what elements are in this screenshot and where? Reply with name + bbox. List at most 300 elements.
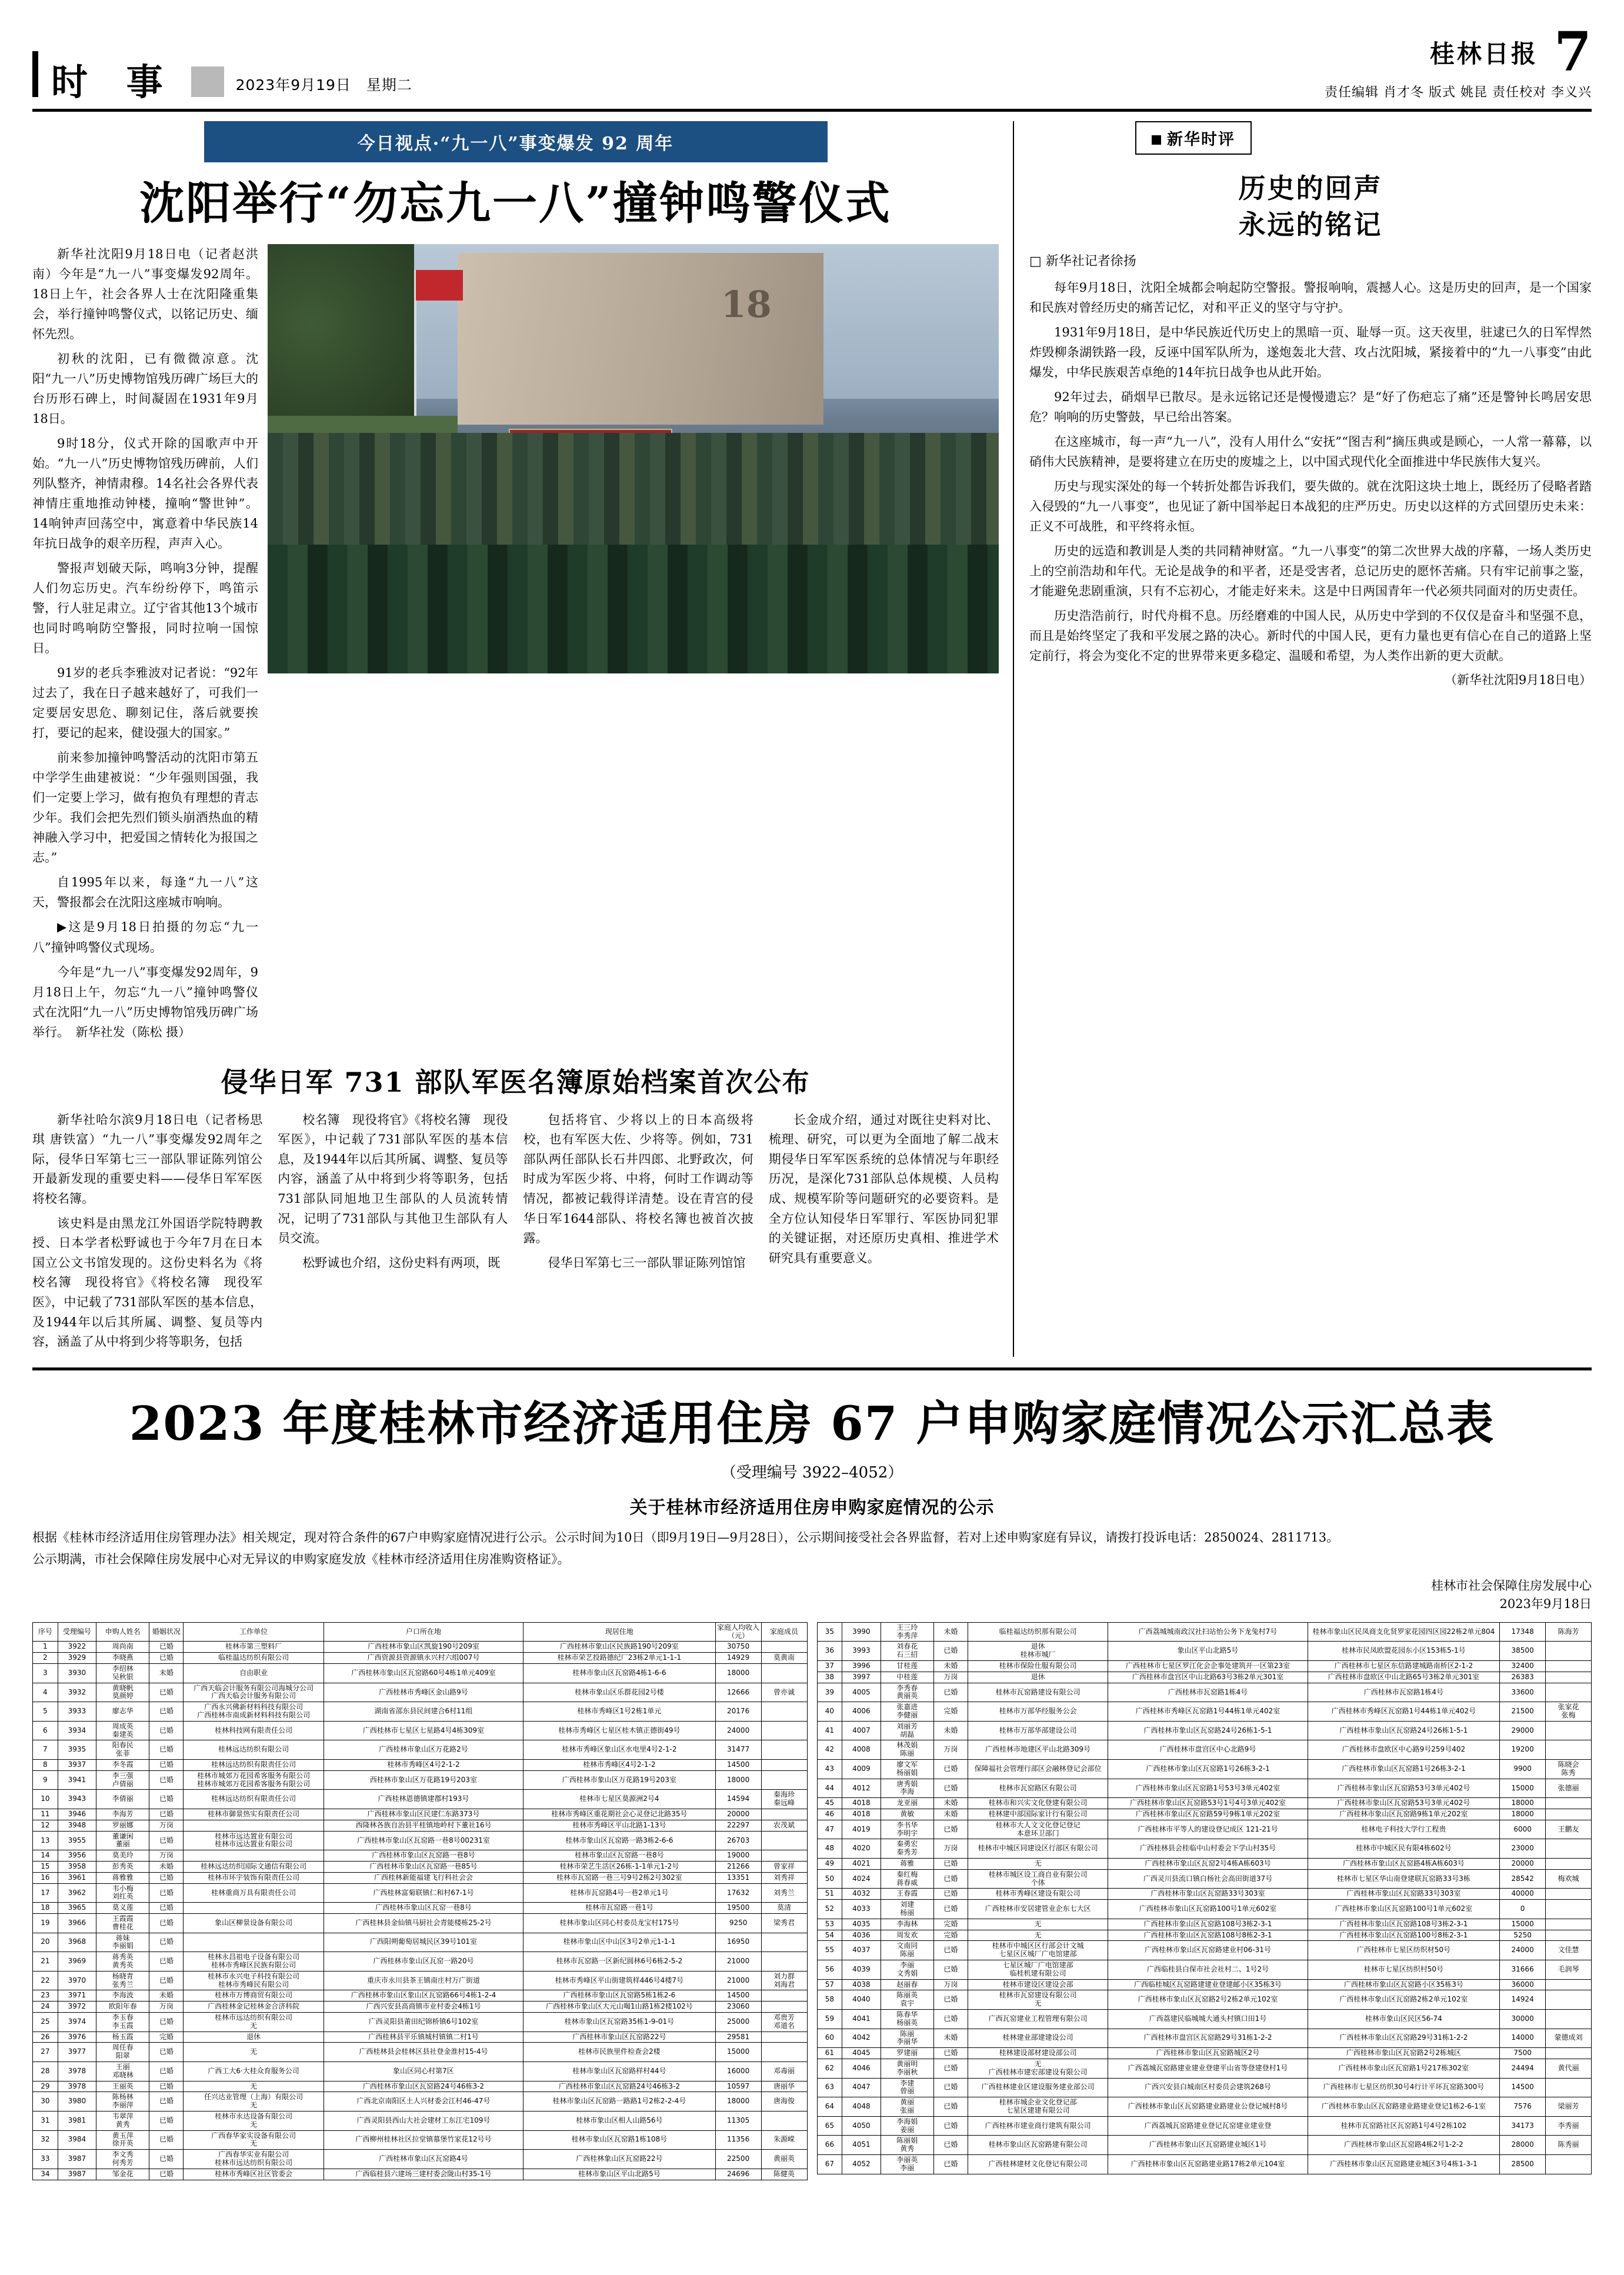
table-cell: 邹金花 [96, 2169, 149, 2180]
table-cell: 15 [33, 1862, 58, 1873]
table-cell: 蒋妹 李丽娟 [96, 1933, 149, 1952]
table-cell: 广西桂林市盘宫区中心北路9号 [1108, 1740, 1308, 1760]
table-cell: 莫黄南 [761, 1653, 807, 1664]
table-cell: 59 [817, 2009, 842, 2029]
lead-para: 91岁的老兵李雅波对记者说：“92年过去了，我在日子越来越好了，可我们一定要居安思危、聊刻记住，落后就要挨打，要记的起来，健设强大的国家。” [32, 666, 258, 740]
table-row [33, 1914, 808, 1933]
table-cell: 桂林建中部国际家计行有限公司 [968, 1809, 1108, 1820]
table-cell: 已婚 [933, 2154, 968, 2174]
commentary-title-line1: 历史的回声 [1238, 172, 1383, 204]
table-cell: 0 [1500, 1900, 1546, 1919]
table-cell: 11 [33, 1809, 58, 1820]
table-cell: 广西桂林市象山区瓦窑路22号 [523, 2032, 716, 2043]
table-cell: 11356 [715, 2130, 761, 2150]
notice-case-range: （受理编号 3922–4052） [721, 1463, 903, 1482]
table-cell: 65 [817, 2116, 842, 2136]
table-cell [1546, 1721, 1592, 1740]
table-cell: 3990 [842, 1622, 881, 1642]
table-cell: 周发欢 [881, 1930, 933, 1941]
table-cell: 桂林市象山区瓦窑路一巷8号 [523, 1850, 716, 1862]
table-cell: 桂林市万博商贸有限公司 [184, 1990, 324, 2002]
notice-date: 2023年9月18日 [1499, 1597, 1592, 1612]
table-cell: 4007 [842, 1721, 881, 1740]
table-cell: 桂林市象山区瓦窑路建有限公司 [968, 2136, 1108, 2155]
table-cell: 刘力群 刘海君 [761, 1971, 807, 1990]
table-cell: 李绍林 吴秋银 [96, 1664, 149, 1683]
table-cell: 3956 [58, 1850, 96, 1862]
table-cell: 桂林市瓦窑路一巷三号9号2栋2号302室 [523, 1872, 716, 1883]
table-row [817, 2116, 1592, 2136]
applicants-table-left [32, 1622, 808, 2180]
table-cell: 桂林建设部材建设部公司 [968, 2048, 1108, 2059]
table-row [817, 1839, 1592, 1859]
table-cell [761, 2111, 807, 2130]
table-row [817, 2009, 1592, 2029]
table-cell: 14594 [715, 1790, 761, 1809]
table-cell: 8 [33, 1760, 58, 1771]
column-header: 序号 [33, 1622, 58, 1642]
table-cell: 万岗 [933, 1839, 968, 1859]
table-cell: 3935 [58, 1740, 96, 1760]
table-cell [761, 2002, 807, 2013]
table-row [817, 2097, 1592, 2117]
table-cell: 3922 [58, 1642, 96, 1653]
table-cell [1546, 1798, 1592, 1809]
table-cell [1546, 1889, 1592, 1900]
table-cell: 已婚 [149, 1952, 184, 1972]
table-cell: 25 [33, 2012, 58, 2032]
table-row [33, 1809, 808, 1820]
table-cell: 李丽英 李丽 [881, 2154, 933, 2174]
table-cell: 无 [184, 2081, 324, 2092]
table-cell: 41 [817, 1721, 842, 1740]
table-cell: 未婚 [933, 1809, 968, 1820]
table-cell [1546, 1919, 1592, 1930]
table-cell: 广西桂林市瓦窑路1栋4号 [1108, 1683, 1308, 1702]
table-cell: 4033 [842, 1900, 881, 1919]
table-cell: 28000 [1500, 2136, 1546, 2155]
table-cell: 4048 [842, 2097, 881, 2117]
table-cell: 广西桂林市象山区瓦窑路33号303室 [1108, 1889, 1308, 1900]
table-cell: 广西兴安县白城南区村委员会建筑268号 [1108, 2078, 1308, 2097]
table-cell: 32 [33, 2130, 58, 2150]
table-cell: 31 [33, 2111, 58, 2130]
table-cell: 20000 [1500, 1859, 1546, 1870]
table-cell: 4012 [842, 1779, 881, 1798]
table-cell: 56 [817, 1960, 842, 1979]
table-cell: 桂林市永达设备有限公司 无 [184, 2111, 324, 2130]
table-cell: 重庆市永川县茶王镇南庄村万广街道 [324, 1971, 523, 1990]
table-cell: 已婚 [149, 2111, 184, 2130]
table-cell: 3937 [58, 1760, 96, 1771]
table-cell: 28 [33, 2061, 58, 2081]
table-cell: 广西桂林市象山区民族路190号209室 [523, 1642, 716, 1653]
table-cell: 3978 [58, 2061, 96, 2081]
table-cell: 未婚 [933, 2029, 968, 2048]
table-cell: 广西桂林市象山区瓦窑路29号31栋1-2-2 [1308, 2029, 1500, 2048]
sub-col-2 [278, 1110, 508, 1357]
table-cell: 桂林市七星区纺织村50号 [1308, 1960, 1500, 1979]
table-cell: 24696 [715, 2169, 761, 2180]
table-cell: 已婚 [933, 1941, 968, 1960]
table-cell: 广西桂林象山区瓦窑路22号 [523, 2150, 716, 2169]
table-cell: 广西北京南阳区土人兴材委会江村46-47号 [324, 2092, 523, 2111]
table-cell [1546, 1740, 1592, 1760]
sub-para: 校名簿 现役将官》《将校名簿 现役军医》，中记载了731部队军医的基本信息，及1944年以后其所属、调整、复员等内容，涵盖了从中将到少将等职务，包括731部队同旭地卫生部队的人员流转情况，记明了731部队与其他卫生部队有人员交流。 [278, 1112, 508, 1246]
table-cell: 50 [817, 1869, 842, 1889]
table-cell: 广西桂林建业区建设服务建业部公司 [968, 2078, 1108, 2097]
table-cell: 3987 [58, 2169, 96, 2180]
table-cell: 已婚 [933, 1900, 968, 1919]
table-cell: 3969 [58, 1952, 96, 1972]
table-cell: 桂林远达纺织国际文通信有限公司 [184, 1862, 324, 1873]
table-cell: 桂林市保险仕服有限公司 [968, 1661, 1108, 1672]
table-row [33, 2081, 808, 2092]
table-cell: 黄敏 [881, 1809, 933, 1820]
table-cell: 无 [184, 2043, 324, 2062]
table-cell: 4046 [842, 2059, 881, 2078]
table-cell: 广西桂林市象山区瓦窑路一巷8号 [324, 1850, 523, 1862]
table-cell: 桂林市秀峰区七星区桂木镇正德街49号 [523, 1721, 716, 1740]
table-cell: 广西桂林市象山区瓦窑路一巷8号00231室 [324, 1831, 523, 1850]
table-cell: 陈秀丽 [1546, 2136, 1592, 2155]
table-cell: 已婚 [933, 2059, 968, 2078]
table-cell: 31477 [715, 1740, 761, 1760]
table-cell: 王丽英 [96, 2081, 149, 2092]
table-cell: 3943 [58, 1790, 96, 1809]
table-cell: 广西春华家实设备有限公司 无 [184, 2130, 324, 2150]
table-cell: 广西桂林市建业商行建筑有限公司 [968, 2116, 1108, 2136]
table-cell: 37 [817, 1661, 842, 1672]
table-cell: 已婚 [149, 1721, 184, 1740]
table-cell: 彭秀英 [96, 1862, 149, 1873]
table-cell: 21500 [1500, 1702, 1546, 1722]
table-row [33, 1664, 808, 1683]
table-cell: 保障福社会管理行部区会融林登记会部位 [968, 1760, 1108, 1779]
notice-para: 公示期满，市社会保障住房发展中心对无异议的申购家庭发放《桂林市经济适用住房准购资格证》。 [32, 1552, 570, 1567]
table-row [33, 2169, 808, 2180]
table-cell: 44 [817, 1779, 842, 1798]
table-cell: 39 [817, 1683, 842, 1702]
table-cell: 广西桂林市象山区瓦窑路100号1单元602室 [1108, 1900, 1308, 1919]
table-cell: 桂林市民族里件检查会2楼 [523, 2043, 716, 2062]
table-cell: 17 [33, 1883, 58, 1903]
commentary-tag-label: 新华时评 [1167, 130, 1236, 149]
commentary-para: 在这座城市，每一声“九一八”，没有人用什么“安抚”“图吉利”摘压典或是顾心，一人常一幕幕，以硝伟大民族精神，是要将建立在历史的废墟之上，以中国式现代化全面推进中华民族伟大复兴。 [1029, 434, 1592, 469]
table-cell: 广西资源县资源镇永兴村六组007号 [324, 1653, 523, 1664]
photo-flag [416, 270, 463, 301]
table-cell: 广西桂林市象山区瓦窑路建业路建业登记1栋2-6-1室 [1308, 2097, 1500, 2117]
table-cell: 广西桂林市象山区瓦窑路建业村06-31号 [1108, 1941, 1308, 1960]
table-cell: 韦翠萍 黄秀 [96, 2111, 149, 2130]
table-cell: 54 [817, 1930, 842, 1941]
table-cell: 西桂林市象山区万花路19号203室 [324, 1770, 523, 1790]
table-row [817, 1820, 1592, 1839]
table-cell: 李冬霞 [96, 1760, 149, 1771]
table-row [817, 2048, 1592, 2059]
table-cell: 广西桂林市象山区瓦窑2号4栋A栋603号 [1108, 1859, 1308, 1870]
table-cell: 梅欢城 [1546, 1869, 1592, 1889]
table-cell: 万岗 [933, 1979, 968, 1990]
table-cell: 34173 [1500, 2116, 1546, 2136]
table-cell: 广西桂林市象山区瓦窑路一巷85号 [324, 1862, 523, 1873]
table-cell [761, 1990, 807, 2002]
table-row [33, 1990, 808, 2002]
table-cell: 黄丽明 李丽秋 [881, 2059, 933, 2078]
table-cell: 桂林市环宇装饰有限责任公司 [184, 1872, 324, 1883]
table-cell: 2 [33, 1653, 58, 1664]
table-cell: 4041 [842, 2009, 881, 2029]
table-cell [184, 1903, 324, 1914]
table-cell: 桂林市永兴电子科技有限公司 桂林市秀峰民有限公司 [184, 1971, 324, 1990]
table-cell: 7576 [1500, 2097, 1546, 2117]
table-row [33, 2032, 808, 2043]
table-cell: 4018 [842, 1809, 881, 1820]
applicants-tables [32, 1622, 1592, 2180]
table-cell: 广西桂林市秀峰区金山路9号 [324, 1683, 523, 1702]
table-cell: 陈健英 [761, 2169, 807, 2180]
table-cell: 张嘉进 李健丽 [881, 1702, 933, 1722]
table-cell: 广西桂林市象山区瓦窑路24号46栋3-2 [324, 2081, 523, 2092]
table-cell: 15000 [715, 2043, 761, 2062]
sub-para: 该史料是由黑龙江外国语学院特聘教授、日本学者松野诚也于今年7月在日本国立公文书馆发现的。这份史料名为《将校名簿 现役将官》《将校名簿 现役军医》，中记载了731部队军医的基本信息，及1944年以后其所属、调整、复员等内容，涵盖了从中将到少将等职务，包括 [32, 1216, 263, 1349]
table-cell: 临桂福达纺织那有限公司 [968, 1622, 1108, 1642]
table-row [817, 1683, 1592, 1702]
table-cell: 桂林市七星区莫源洲2号4 [523, 1790, 716, 1809]
table-cell: 24000 [1500, 1941, 1546, 1960]
table-cell: 杨晓青 张秀兰 [96, 1971, 149, 1990]
table-cell: 48 [817, 1839, 842, 1859]
table-cell: 刘秀祥 [761, 1872, 807, 1883]
table-cell: 43 [817, 1760, 842, 1779]
table-cell: 阳春民 张菲 [96, 1740, 149, 1760]
table-cell [1546, 1930, 1592, 1941]
table-row [817, 1760, 1592, 1779]
table-cell: 已婚 [149, 1809, 184, 1820]
table-header-row [33, 1622, 808, 1642]
notice-main-title: 2023 年度桂林市经济适用住房 67 户申购家庭情况公示汇总表 [129, 1395, 1495, 1451]
table-cell [761, 1933, 807, 1952]
table-cell: 文南同 陈丽 [881, 1941, 933, 1960]
table-cell: 63 [817, 2078, 842, 2097]
table-row [33, 2061, 808, 2081]
table-cell: 4045 [842, 2048, 881, 2059]
table-cell: 广西灵川县流口镇白杨社会高田街道37号 [1108, 1869, 1308, 1889]
table-cell: 已婚 [149, 2169, 184, 2180]
commentary-para: 92年过去，硝烟早已散尽。是永远铭记还是慢慢遗忘？是“好了伤疤忘了痛”还是警钟长鸣居安思危？响响的历史警鼓，早已给出答案。 [1029, 389, 1592, 424]
table-cell [1546, 1859, 1592, 1870]
notice-para: 根据《桂林市经济适用住房管理办法》相关规定，现对符合条件的67户申购家庭情况进行公示。公示时间为10日（即9月19日—9月28日），公示期间接受社会各界监督，若对上述申购家庭有异议，请拨打投诉电话：2850024、2811713。 [32, 1530, 1339, 1545]
table-cell: 广西桂林市象山区瓦窑路53号3单元402号 [1308, 1798, 1500, 1809]
table-row [817, 1740, 1592, 1760]
table-cell: 已婚 [933, 2097, 968, 2117]
commentary-title-line2: 永远的铭记 [1238, 208, 1383, 241]
table-cell: 23060 [715, 2002, 761, 2013]
sub-col-4 [769, 1110, 999, 1357]
table-cell: 广西桂林市七星区纺织30号4行计平环瓦窑路300号 [1308, 2078, 1500, 2097]
table-cell: 未婚 [933, 1661, 968, 1672]
column-header: 现居住地 [523, 1622, 716, 1642]
table-cell: 广西桂林市秀峰区瓦窑路1号44栋1单元402室 [1108, 1702, 1308, 1722]
table-cell: 李秀丽 [1546, 2116, 1592, 2136]
table-cell: 刘春花 石三招 [881, 1642, 933, 1661]
table-cell: 16000 [715, 2061, 761, 2081]
lead-para: 警报声划破天际，鸣响3分钟，提醒人们勿忘历史。汽车纷纷停下，鸣笛示警，行人驻足肃立。辽宁省其他13个城市也同时鸣响防空警报，同时拉响一国惊日。 [32, 561, 258, 656]
table-cell: 桂林市象山区瓦窑路35栋1-9-01号 [523, 2012, 716, 2032]
table-cell: 21000 [715, 1971, 761, 1990]
table-cell [184, 1820, 324, 1831]
table-cell: 完婚 [933, 1930, 968, 1941]
table-cell: 桂林市象山区瓦窑路样村44号 [523, 2061, 716, 2081]
table-cell: 桂林市远达纺织有限公司 无 [184, 2012, 324, 2032]
table-cell: 4052 [842, 2154, 881, 2174]
table-cell: 无 [968, 1919, 1108, 1930]
table-cell: 17632 [715, 1883, 761, 1903]
table-cell [1546, 1672, 1592, 1683]
table-cell: 象山区平山北路5号 [1108, 1642, 1308, 1661]
table-cell: 未婚 [149, 1862, 184, 1873]
table-cell: 3993 [842, 1642, 881, 1661]
table-cell: 李海林 [881, 1919, 933, 1930]
table-cell: 广西桂林市象山区瓦窑路100号1单元602室 [1308, 1900, 1500, 1919]
masthead-rule [32, 51, 38, 97]
table-row [33, 1790, 808, 1809]
table-cell: 李书华 李明宇 [881, 1820, 933, 1839]
table-cell: 王霞霞 曹桂花 [96, 1914, 149, 1933]
table-cell: 陈晓会 陈秀 [1546, 1760, 1592, 1779]
table-cell: 梁丽芳 [1546, 2097, 1592, 2117]
table-cell: 18 [33, 1903, 58, 1914]
table-cell: 毛润琴 [1546, 1960, 1592, 1979]
table-cell: 桂林市象山区瓦窑路4栋1-6-6 [523, 1664, 716, 1683]
table-cell: 18000 [715, 1770, 761, 1790]
table-cell: 52 [817, 1900, 842, 1919]
table-cell: 广西瓦窑建业工程管理有限公司 [968, 2009, 1108, 2029]
table-cell: 3966 [58, 1914, 96, 1933]
table-cell: 12666 [715, 1683, 761, 1702]
table-cell: 张德丽 [1546, 1779, 1592, 1798]
table-cell: 18000 [1500, 1798, 1546, 1809]
table-cell: 未婚 [933, 1622, 968, 1642]
table-cell: 广西桂林市象山区瓦窑路33号303室 [1308, 1889, 1500, 1900]
table-cell: 万岗 [933, 1740, 968, 1760]
table-row [33, 1850, 808, 1862]
table-cell: 4037 [842, 1941, 881, 1960]
table-cell: 广西桂林市象山区瓦窑路4栋A栋603号 [1308, 1859, 1500, 1870]
table-cell: 62 [817, 2059, 842, 2078]
table-cell: 蒋秀英 黄秀英 [96, 1952, 149, 1972]
table-cell: 广西桂林市象山区瓦窑路5栋1栋2-6 [523, 1990, 716, 2002]
sub-para: 包括将官、少将以上的日本高级将校，也有军医大佐、少将等。例如，731部队两任部队长石井四郎、北野政次，何时成为军医少将、中将，何时工作调动等情况，都被记载得详清楚。设在青宫的侵华日军1644部队、将校名簿也被首次披露。 [523, 1112, 753, 1246]
table-cell: 邓毒丽 [761, 2061, 807, 2081]
table-cell: 已婚 [149, 1642, 184, 1653]
table-cell: 董谦闲 董丽 [96, 1831, 149, 1850]
table-cell: 14924 [1500, 1990, 1546, 2010]
commentary-para: 每年9月18日，沈阳全城都会响起防空警报。警报响响，震撼人心。这是历史的回声，是一个国家和民族对曾经历史的痛苦记忆，对和平正义的坚守与守护。 [1029, 280, 1592, 315]
lead-para: 9时18分，仪式开除的国歌声中开始。“九一八”历史博物馆残历碑前，人们列队整齐，神情肃穆。14名社会各界代表神情庄重地推动钟楼，撞响“警世钟”。14响钟声回荡空中，寓意着中华民族14年抗日战争的艰辛历程，声声入心。 [32, 436, 258, 551]
table-row [33, 1653, 808, 1664]
column-header: 受理编号 [58, 1622, 96, 1642]
table-cell: 桂林市民凤欧盟花园东小区153栋5-1号 [1308, 1642, 1500, 1661]
table-cell: 3997 [842, 1672, 881, 1683]
table-cell: 36 [817, 1642, 842, 1661]
table-row [817, 2029, 1592, 2048]
table-row [817, 1642, 1592, 1661]
table-cell: 广西桂林市象山区瓦窑路60号4栋1单元409室 [324, 1664, 523, 1683]
table-cell: 已婚 [149, 1933, 184, 1952]
table-cell: 42 [817, 1740, 842, 1760]
table-cell: 农茂斌 [761, 1820, 807, 1831]
table-cell: 桂林市秀峰区重花期社会心灵登记北路35号 [523, 1809, 716, 1820]
table-cell: 已婚 [149, 2130, 184, 2150]
table-cell: 14929 [715, 1653, 761, 1664]
table-cell: 40 [817, 1702, 842, 1722]
table-cell [1546, 2048, 1592, 2059]
table-cell: 广西桂林市秀峰区瓦窑路1号44栋1单元402号 [1308, 1702, 1500, 1722]
table-cell [1546, 2009, 1592, 2029]
table-cell: 已婚 [933, 2116, 968, 2136]
table-cell: 广西荔城城南政汉社扫站怡公务下龙兔村7号 [1108, 1622, 1308, 1642]
table-row [817, 1779, 1592, 1798]
table-cell: 3965 [58, 1903, 96, 1914]
table-cell: 40000 [1500, 1889, 1546, 1900]
table-cell: 李三强 卢倩丽 [96, 1770, 149, 1790]
table-cell: 广西灵阳县莆田纪锦桥镇6号102室 [324, 2012, 523, 2032]
lead-body [32, 244, 999, 1047]
table-cell: 已婚 [933, 1960, 968, 1979]
table-row [817, 1979, 1592, 1990]
table-cell: 广西春华实业有限公司 桂林市远达纺织有限公司 [184, 2150, 324, 2169]
table-cell: 已婚 [149, 1914, 184, 1933]
table-cell [1546, 1900, 1592, 1919]
table-cell: 桂林市大人文文化登记登记 本意环卫部门 [968, 1820, 1108, 1839]
table-cell: 广西桂林市象山区瓦窑路9栋1单元202室 [1308, 1809, 1500, 1820]
commentary-tag [1135, 121, 1252, 155]
table-cell: 4036 [842, 1930, 881, 1941]
table-cell: 未婚 [149, 1990, 184, 2002]
table-cell: 王春霞 [881, 1889, 933, 1900]
table-cell: 刘秀兰 [761, 1883, 807, 1903]
table-cell: 广西临桂县白保市社会社村二、1号2号 [1108, 1960, 1308, 1979]
table-cell [761, 1952, 807, 1972]
table-cell: 桂林市瓦窑路一巷1号 [523, 1903, 716, 1914]
table-cell: 桂林市象山区乐群花园2号楼 [523, 1683, 716, 1702]
table-row [33, 2012, 808, 2032]
table-cell: 20176 [715, 1702, 761, 1722]
table-row [817, 1721, 1592, 1740]
table-cell: 已婚 [149, 1760, 184, 1771]
table-cell [761, 1702, 807, 1722]
commentary-title [1029, 170, 1592, 243]
table-row [33, 2043, 808, 2062]
sub-article-body [32, 1110, 999, 1357]
table-cell: 陈杨林 李丽萍 [96, 2092, 149, 2111]
table-cell [1546, 2078, 1592, 2097]
table-cell: 已婚 [149, 2012, 184, 2032]
table-cell: 广西桂林市象山区瓦窑路108号8栋2-3-1 [1108, 1930, 1308, 1941]
table-cell: 广西桂林市象山区瓦窑一巷8号 [324, 1903, 523, 1914]
table-cell: 已婚 [933, 1889, 968, 1900]
table-cell: 莫美玲 [96, 1850, 149, 1862]
table-cell: 王三玲 李秀萍 [881, 1622, 933, 1642]
table-cell [1546, 1683, 1592, 1702]
table-cell: 3974 [58, 2012, 96, 2032]
table-cell: 广西桂林富菊联镇仁和村67-1号 [324, 1883, 523, 1903]
table-cell: 33600 [1500, 1683, 1546, 1702]
table-cell: 广西桂林市象山区瓦窑路1号53号3单元402室 [1108, 1779, 1308, 1798]
table-cell: 赵丽春 [881, 1979, 933, 1990]
table-cell: 桂林市御景热实有限责任公司 [184, 1809, 324, 1820]
